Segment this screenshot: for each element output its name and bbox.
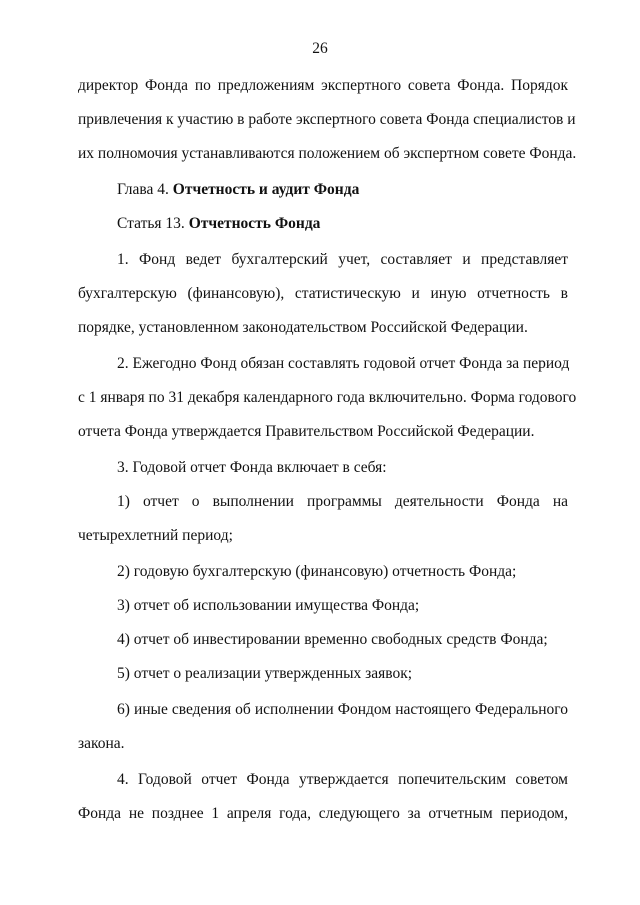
intro-line-3: их полномочия устанавливаются положением об экспертном совете Фонда.: [78, 145, 577, 162]
item5: 5) отчет о реализации утвержденных заявок;: [117, 665, 413, 682]
item1-line-2: четырехлетний период;: [78, 527, 233, 544]
item4: 4) отчет об инвестировании временно свободных средств Фонда;: [117, 631, 548, 648]
chapter-heading: [117, 180, 568, 200]
para3-line-1: 3. Годовой отчет Фонда включает в себя:: [117, 459, 387, 476]
para2-line-2: с 1 января по 31 декабря календарного года включительно. Форма годового: [78, 389, 577, 406]
para4-line-2: Фонда не позднее 1 апреля года, следующего за отчетным периодом,: [78, 805, 568, 822]
chapter-prefix: Глава 4.: [117, 181, 169, 198]
page-number: 26: [312, 40, 328, 57]
para2-line-1: 2. Ежегодно Фонд обязан составлять годовой отчет Фонда за период: [117, 355, 570, 372]
item1-line-1: 1) отчет о выполнении программы деятельности Фонда на: [117, 493, 568, 510]
item2: 2) годовую бухгалтерскую (финансовую) отчетность Фонда;: [117, 563, 517, 580]
intro-line-1: директор Фонда по предложениям экспертного совета Фонда. Порядок: [78, 77, 568, 94]
para1-line-1: 1. Фонд ведет бухгалтерский учет, составляет и представляет: [117, 251, 568, 268]
chapter-title: Отчетность и аудит Фонда: [172, 181, 360, 198]
para4-line-1: 4. Годовой отчет Фонда утверждается попечительским советом: [117, 771, 568, 788]
article-prefix: Статья 13.: [117, 215, 185, 232]
item6-line-2: закона.: [78, 735, 125, 752]
article-heading: [117, 214, 568, 234]
para1-line-3: порядке, установленном законодательством Российской Федерации.: [78, 319, 528, 336]
item3: 3) отчет об использовании имущества Фонда;: [117, 597, 420, 614]
para2-line-3: отчета Фонда утверждается Правительством Российской Федерации.: [78, 423, 535, 440]
para1-line-2: бухгалтерскую (финансовую), статистическую и иную отчетность в: [78, 285, 568, 302]
intro-line-2: привлечения к участию в работе экспертного совета Фонда специалистов и: [78, 111, 576, 128]
article-title: Отчетность Фонда: [188, 215, 321, 232]
item6-line-1: 6) иные сведения об исполнении Фондом настоящего Федерального: [117, 701, 568, 718]
